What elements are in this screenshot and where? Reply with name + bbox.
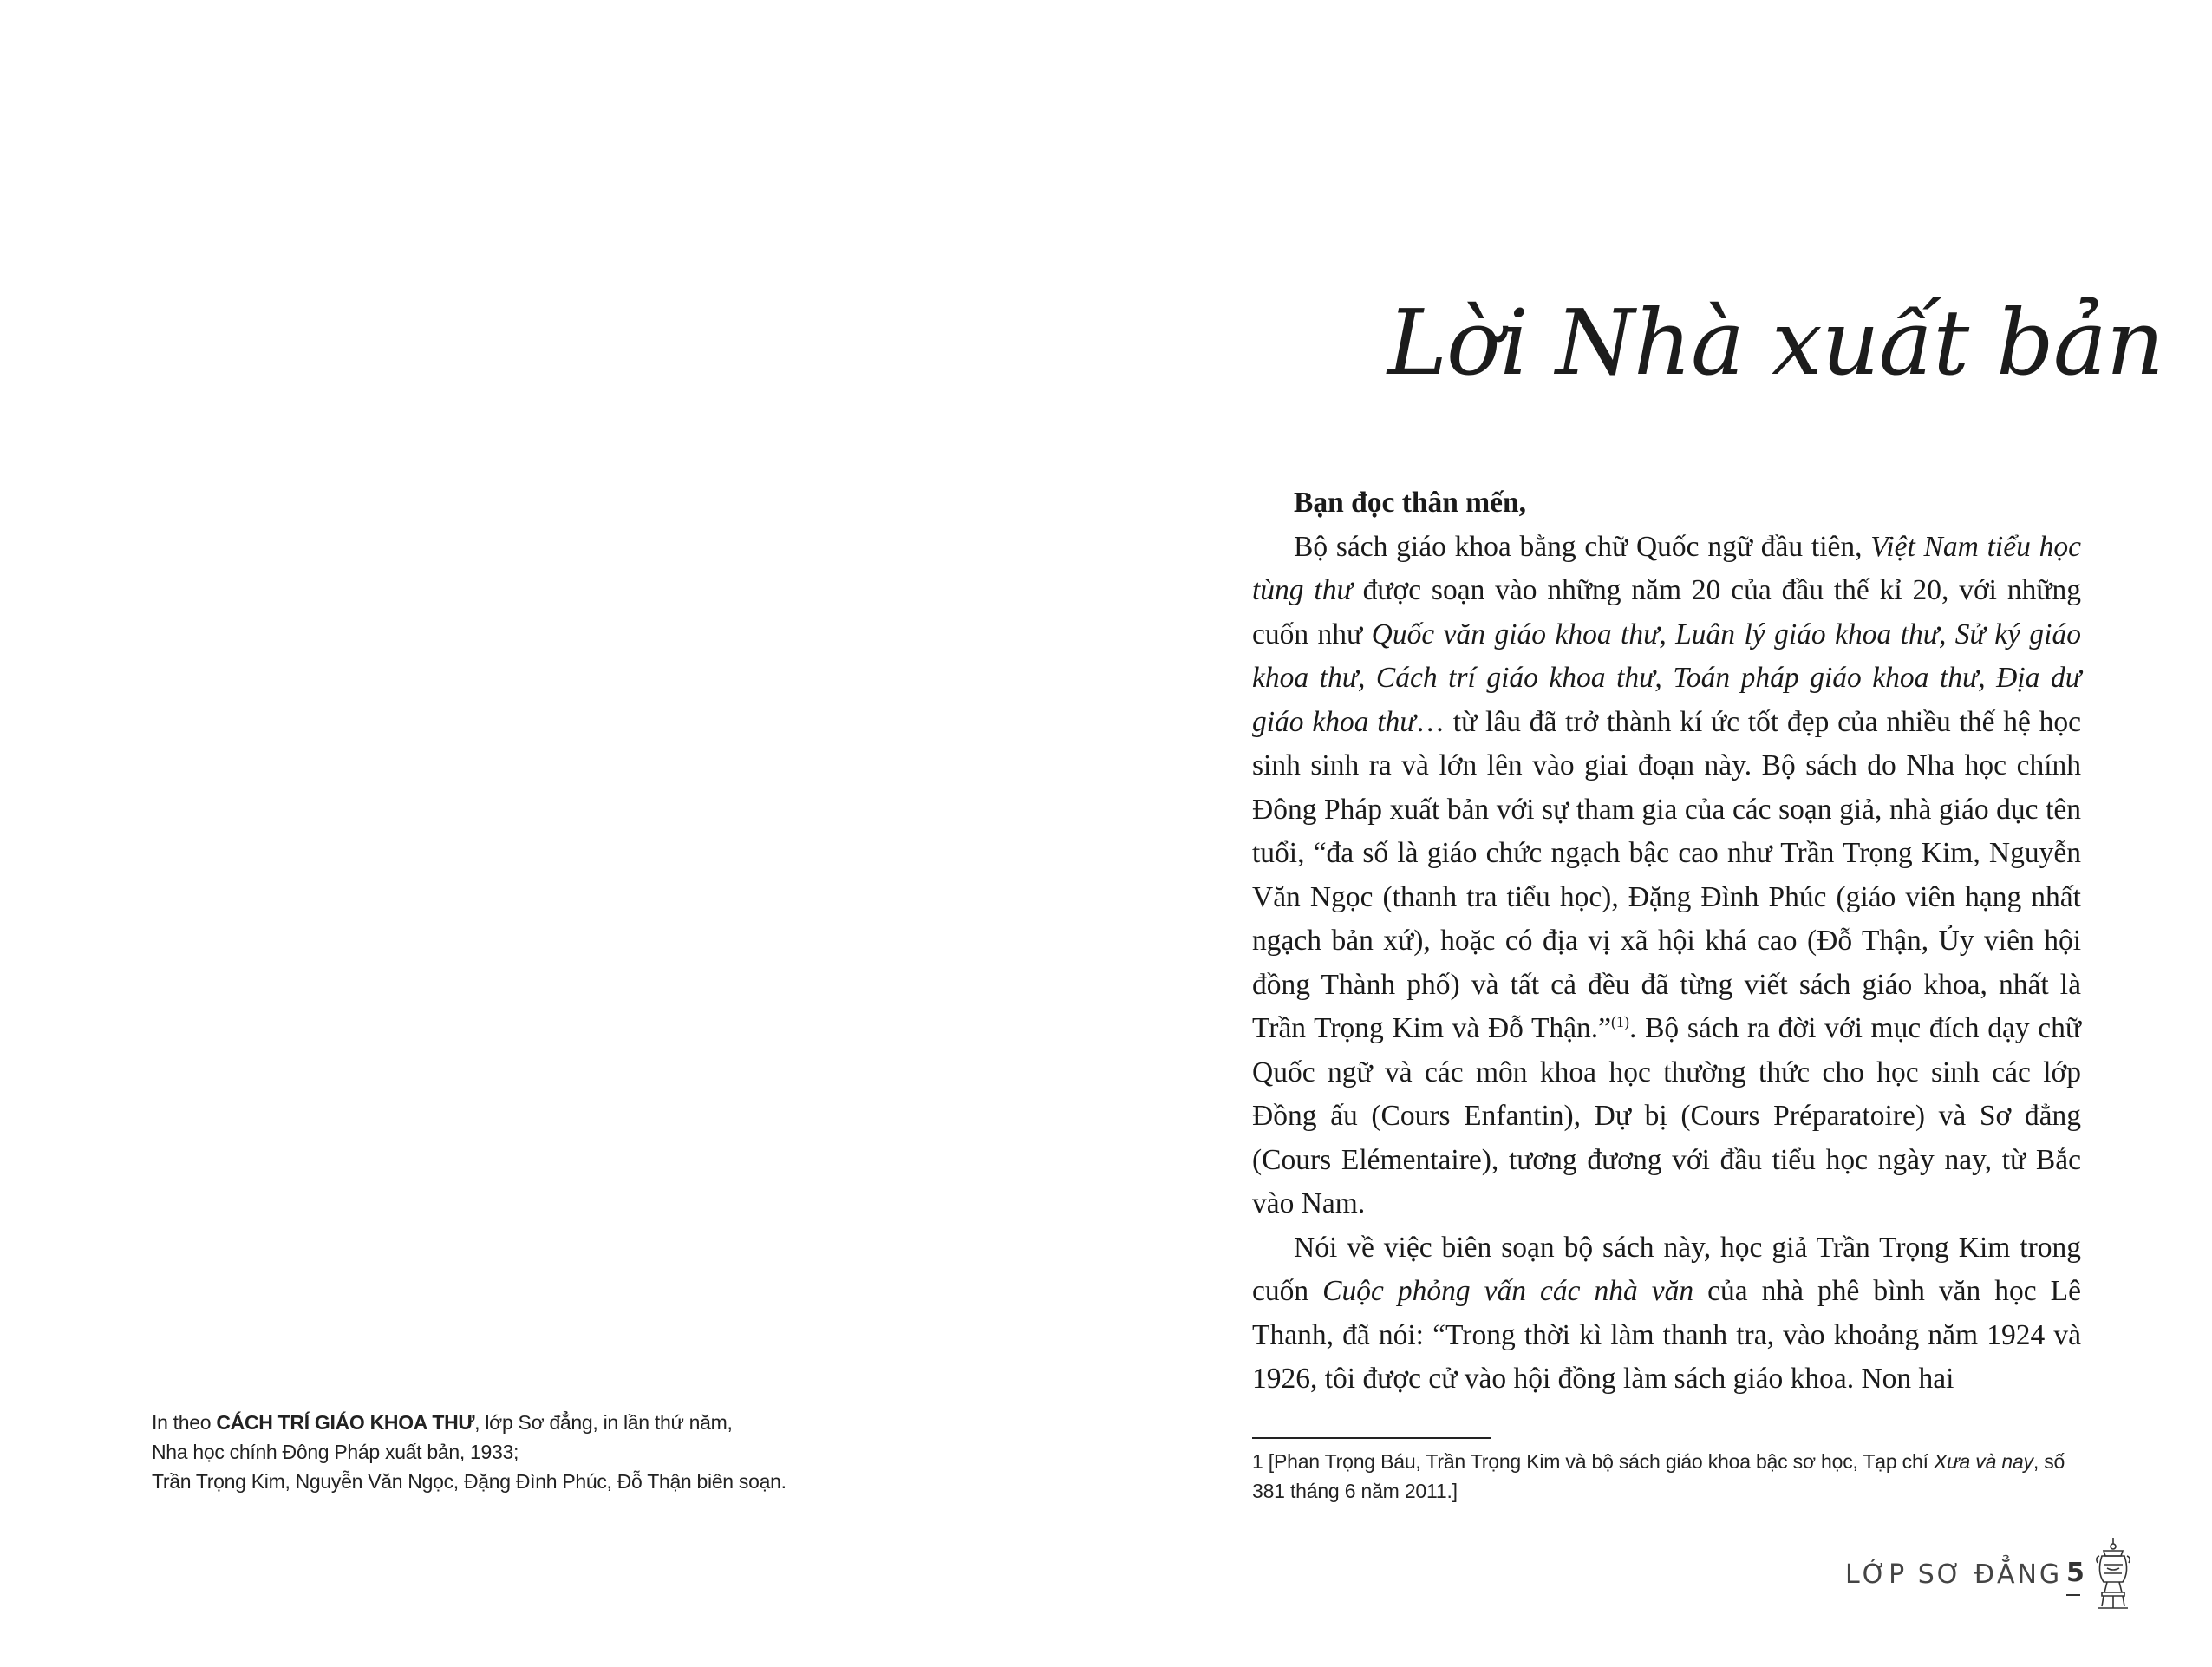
book-titles: Quốc văn giáo khoa thư, Luân lý giáo khoa thư, Sử ký giáo khoa thư, Cách trí giáo khoa thư, Toán pháp giáo khoa thư, Địa dư giáo khoa thư	[1252, 618, 2081, 738]
paragraph-2: Nói về việc biên soạn bộ sách này, học giả Trần Trọng Kim trong cuốn Cuộc phỏng vấn các nhà văn của nhà phê bình văn học Lê Thanh, đã nói: “Trong thời kì làm thanh tra, vào khoảng năm 1924 và 1926, tôi được cử vào hội đồng làm sách giáo khoa. Non hai	[1252, 1231, 2081, 1395]
caption-book-title: CÁCH TRÍ GIÁO KHOA THƯ	[216, 1411, 475, 1434]
running-footer: LỚP SƠ ĐẲNG	[1845, 1559, 2063, 1590]
cited-book-title: Cuộc phỏng vấn các nhà văn	[1322, 1275, 1694, 1307]
greeting: Bạn đọc thân mến,	[1294, 487, 1527, 519]
page-number-underline	[2066, 1594, 2080, 1596]
journal-title: Xưa và nay	[1933, 1450, 2033, 1473]
footnote: 1 [Phan Trọng Báu, Trần Trọng Kim và bộ sách giáo khoa bậc sơ học, Tạp chí Xưa và nay, số 381 tháng 6 năm 2011.]	[1252, 1450, 2065, 1502]
footnote-divider	[1252, 1437, 1491, 1439]
page-number: 5	[2066, 1558, 2085, 1588]
caption-line-3: Trần Trọng Kim, Nguyễn Văn Ngọc, Đặng Đình Phúc, Đỗ Thận biên soạn.	[152, 1470, 786, 1493]
footnote-ref: (1)	[1611, 1012, 1630, 1030]
paragraph-1: Bộ sách giáo khoa bằng chữ Quốc ngữ đầu tiên, Việt Nam tiểu học tùng thư được soạn vào những năm 20 của đầu thế kỉ 20, với những cuốn như Quốc văn giáo khoa thư, Luân lý giáo khoa thư, Sử ký giáo khoa thư, Cách trí giáo khoa thư, Toán pháp giáo khoa thư, Địa dư giáo khoa thư… từ lâu đã trở thành kí ức tốt đẹp của nhiều thế hệ học sinh sinh ra và lớn lên vào giai đoạn này. Bộ sách do Nha học chính Đông Pháp xuất bản với sự tham gia của các soạn giả, nhà giáo dục tên tuổi, “đa số là giáo chức ngạch bậc cao như Trần Trọng Kim, Nguyễn Văn Ngọc (thanh tra tiểu học), Đặng Đình Phúc (giáo viên hạng nhất ngạch bản xứ), hoặc có địa vị xã hội khá cao (Đỗ Thận, Ủy viên hội đồng Thành phố) và tất cả đều đã từng viết sách giáo khoa, nhất là Trần Trọng Kim và Đỗ Thận.”$^{(1)}$. Bộ sách ra đời với mục đích dạy chữ Quốc ngữ và các môn khoa học thường thức cho học sinh các lớp Đồng ấu (Cours Enfantin), Dự bị (Cours Préparatoire) và Sơ đẳng (Cours Elémentaire), tương đương với đầu tiểu học ngày nay, từ Bắc vào Nam.	[1252, 530, 2081, 1219]
body-text	[1252, 481, 2081, 1402]
series-title: Việt Nam tiểu học tùng thư	[1252, 530, 2081, 606]
caption-line-1: In theo CÁCH TRÍ GIÁO KHOA THƯ, lớp Sơ đẳng, in lần thứ năm,	[152, 1411, 733, 1434]
bronze-urn-icon	[2091, 1535, 2135, 1613]
caption-line-2: Nha học chính Đông Pháp xuất bản, 1933;	[152, 1441, 519, 1463]
image-caption	[152, 1408, 1019, 1496]
page-title: Lời Nhà xuất bản	[1387, 290, 2163, 396]
